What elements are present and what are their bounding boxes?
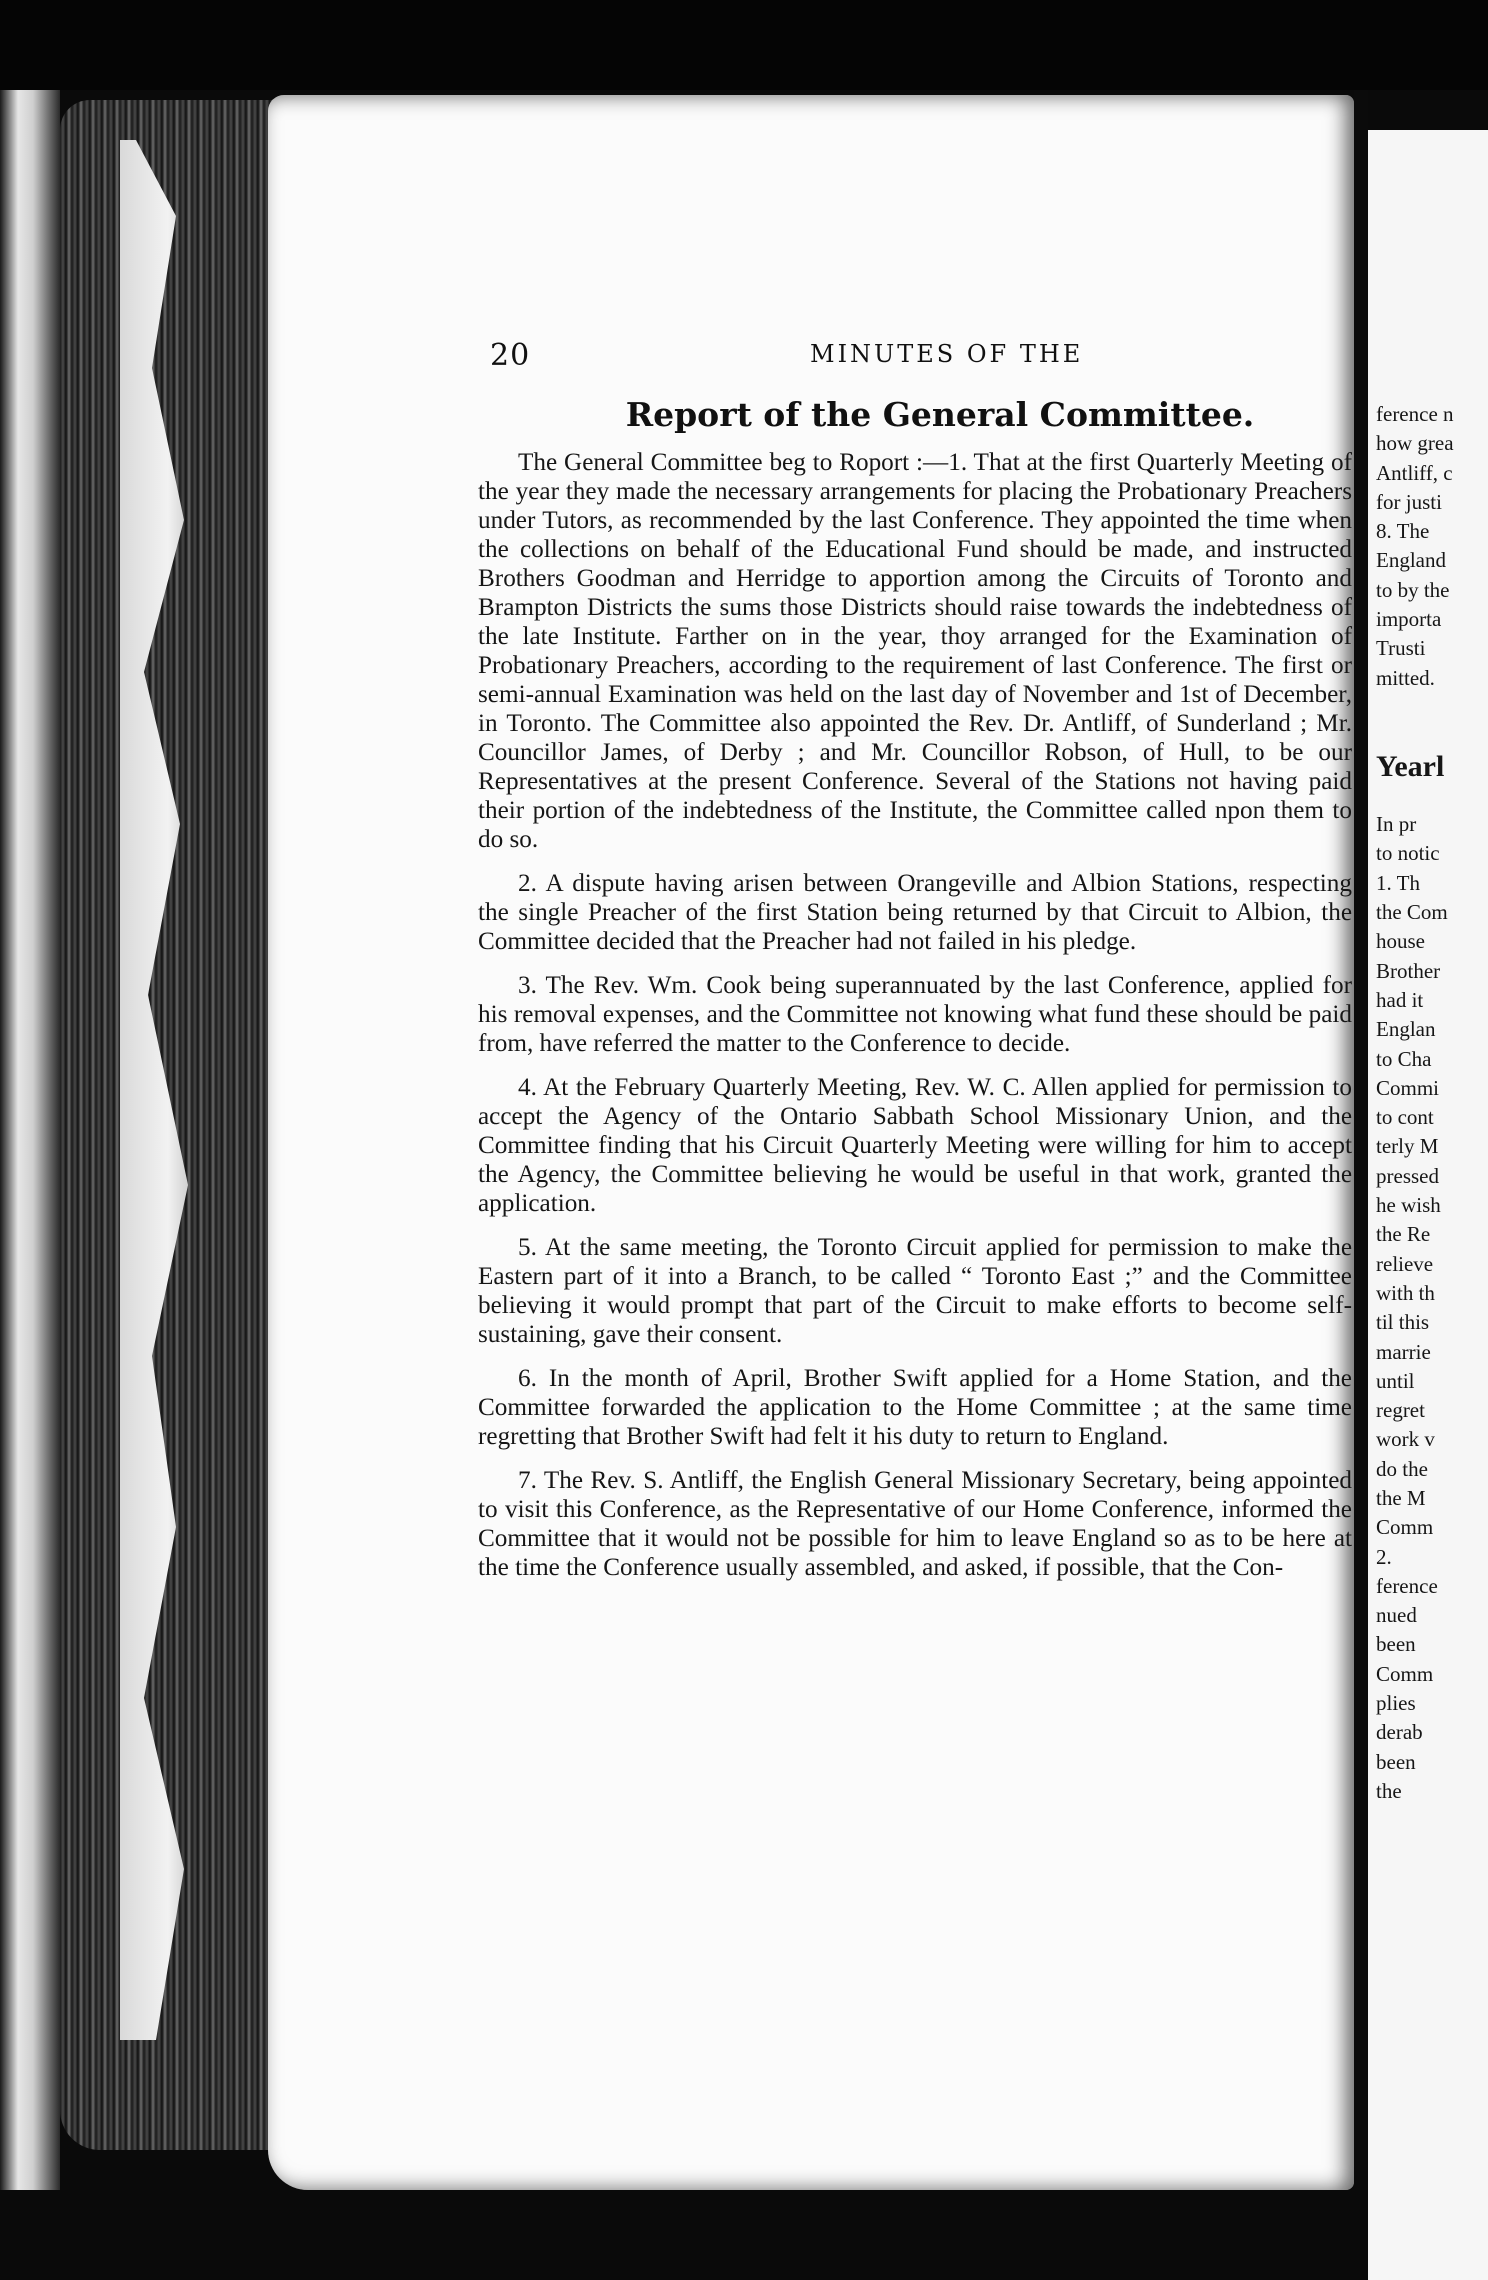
facing-page-line: until	[1376, 1368, 1415, 1393]
facing-page-line: In pr	[1376, 812, 1417, 837]
facing-page-line: the Re	[1376, 1222, 1431, 1247]
page-header	[490, 338, 1350, 378]
paragraph-4: 4. At the February Quarterly Meeting, Rev. W. C. Allen applied for permission to accept the Agency of the Ontario Sabbath School Missionary Union, and the Committee finding that his Circuit Quarterly Meeting were willing for him to accept the Agency, the Committee believing he would be useful in that work, granted the application.	[478, 1074, 1352, 1217]
facing-page-line	[1376, 722, 1486, 751]
facing-page-line: terly M	[1376, 1134, 1439, 1159]
facing-page-line: Trusti	[1376, 636, 1426, 661]
facing-page-line: ference n	[1376, 402, 1454, 426]
page-edges	[60, 100, 300, 2150]
facing-page	[1368, 130, 1488, 2280]
facing-page-line: 8. The	[1376, 519, 1430, 544]
facing-page-line: he wish	[1376, 1193, 1441, 1218]
facing-page-line: how grea	[1376, 431, 1454, 456]
facing-page-line: the M	[1376, 1485, 1426, 1510]
facing-page-line: regret	[1376, 1398, 1425, 1423]
facing-page-line: relieve	[1376, 1251, 1434, 1276]
paragraph-5: 5. At the same meeting, the Toronto Circuit applied for permission to make the Eastern part of it into a Branch, to be called “ Toronto East ;” and the Committee believing it would prompt that part of the Circuit to make efforts to become self-sustaining, gave their consent.	[478, 1234, 1352, 1348]
facing-page-line: marrie	[1376, 1339, 1431, 1364]
facing-page-line: do the	[1376, 1456, 1428, 1481]
facing-page-line	[1376, 693, 1486, 722]
facing-page-line: nued	[1376, 1603, 1417, 1628]
facing-page-line: work v	[1376, 1427, 1435, 1452]
facing-page-line: til this	[1376, 1310, 1430, 1335]
facing-page-line: importa	[1376, 607, 1442, 632]
facing-page-line: been	[1376, 1632, 1416, 1657]
paragraph-1: The General Committee beg to Roport :—1. That at the first Quarterly Meeting of the year they made the necessary arrangements for placing the Probationary Preachers under Tutors, as recommended by the last Conference. They appointed the time when the collections on behalf of the Educational Fund should be made, and instructed Brothers Goodman and Herridge to apportion among the Circuits of Toronto and Brampton Districts the sums those Districts should raise towards the indebtedness of the late Institute. Farther on in the year, thоy arranged for the Examination of Probationary Preachers, according to the requirement of last Conference. The first or semi-annual Examination was held on the last day of November and 1st of December, in Toronto. The Committee also appointed the Rev. Dr. Antliff, of Sunderland ; Mr. Councillor James, of Derby ; and Mr. Councillor Robson, of Hull, to be our Representatives at the present Conference. Several of the Stations not having paid their portion of the indebtedness of the Institute, the Committee called npon them to do so.	[478, 449, 1352, 853]
paragraph-2: 2. A dispute having arisen between Orangeville and Albion Stations, respecting the single Preacher of the first Station being returned by that Circuit to Albion, the Committee decided that the Preacher had not failed in his pledge.	[478, 870, 1352, 955]
page-number: 20	[490, 338, 531, 373]
facing-page-line: ference	[1376, 1573, 1438, 1598]
facing-page-line: Brother	[1376, 958, 1441, 983]
scan-background-bottom	[0, 2190, 1368, 2280]
facing-page-line: England	[1376, 548, 1446, 573]
book-gutter	[1354, 90, 1368, 2280]
facing-page-line: the	[1376, 1778, 1402, 1803]
scan-background-top	[0, 0, 1488, 90]
paragraph-3: 3. The Rev. Wm. Cook being superannuated by the last Conference, applied for his removal expenses, and the Committee not knowing what fund these should be paid from, have referred the matter to the Conference to decide.	[478, 972, 1352, 1057]
facing-page-line: Comm	[1376, 1661, 1434, 1686]
facing-page-line: Commi	[1376, 1075, 1440, 1100]
facing-page-line: to by the	[1376, 577, 1450, 602]
facing-page-line	[1376, 781, 1486, 810]
paragraph-7: 7. The Rev. S. Antliff, the English General Missionary Secretary, being appointed to visit this Conference, as the Representative of our Home Conference, informed the Committee that it would not be possible for him to leave England so as to be here at the time the Conference usually assembled, and asked, if possible, that the Con-	[478, 1467, 1352, 1581]
facing-page-line: for justi	[1376, 489, 1442, 514]
facing-page-line: Comm	[1376, 1515, 1434, 1540]
book-cover-edge	[0, 90, 60, 2280]
facing-page-line: derab	[1376, 1720, 1423, 1745]
facing-page-line: to Cha	[1376, 1046, 1432, 1071]
facing-page-line: Antliff, c	[1376, 460, 1453, 485]
facing-page-line: mitted.	[1376, 665, 1435, 690]
facing-page-line: pressed	[1376, 1163, 1439, 1188]
facing-page-line: 2.	[1376, 1544, 1392, 1569]
running-head: MINUTES OF THE	[810, 340, 1084, 368]
facing-page-line: Englan	[1376, 1017, 1436, 1042]
facing-page-line: to cont	[1376, 1105, 1434, 1130]
paragraph-6: 6. In the month of April, Brother Swift applied for a Home Station, and the Committee forwarded the application to the Home Committee ; at the same time regretting that Brother Swift had felt it his duty to return to England.	[478, 1365, 1352, 1450]
facing-page-line: been	[1376, 1749, 1416, 1774]
report-body	[478, 448, 1352, 1597]
facing-page-line: house	[1376, 929, 1425, 954]
facing-page-line: plies	[1376, 1691, 1416, 1716]
facing-page-line: Yearl	[1376, 749, 1445, 783]
facing-page-line: the Com	[1376, 900, 1448, 925]
facing-page-line: had it	[1376, 987, 1424, 1012]
facing-page-line: with th	[1376, 1280, 1435, 1305]
facing-page-text	[1376, 400, 1486, 1806]
facing-page-line: to notic	[1376, 841, 1440, 866]
section-title: Report of the General Committee.	[625, 395, 1255, 434]
facing-page-line: 1. Th	[1376, 870, 1420, 895]
